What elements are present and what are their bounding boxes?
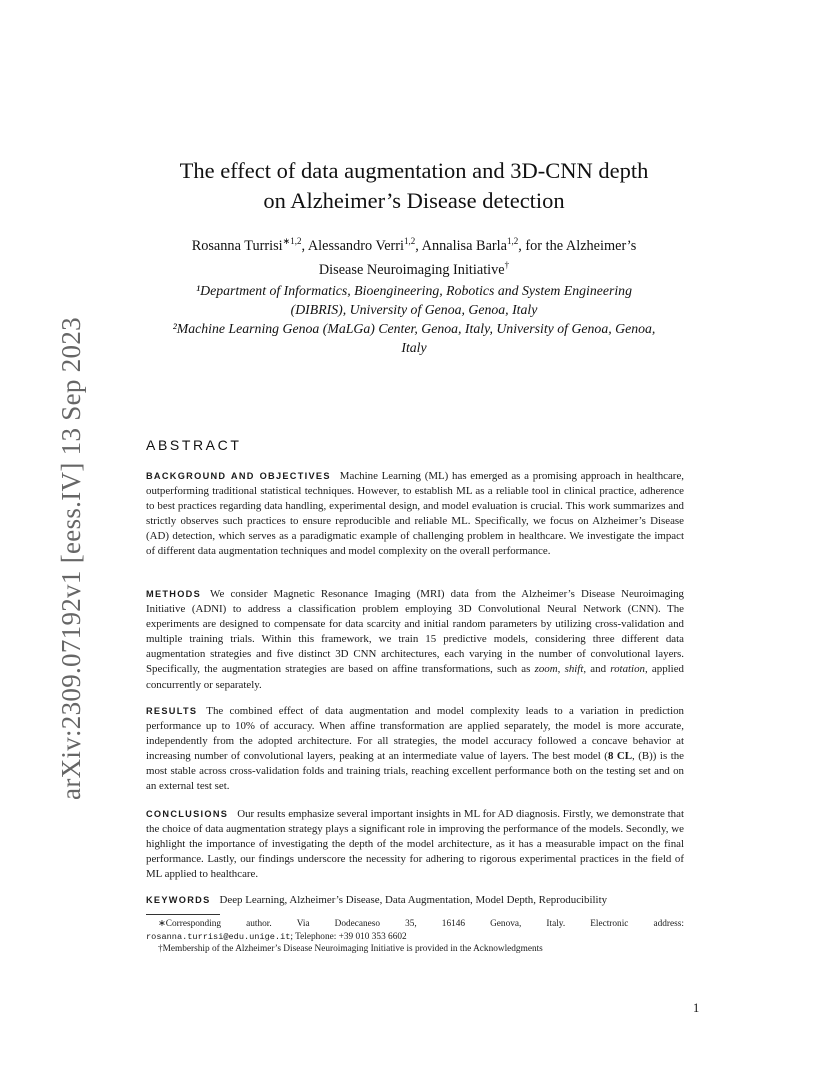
keywords-paragraph bbox=[146, 893, 684, 908]
abstract-background-paragraph bbox=[146, 469, 684, 560]
abstract-methods-paragraph bbox=[146, 587, 684, 693]
title-line-1: The effect of data augmentation and 3D-CNN depth bbox=[179, 158, 649, 183]
affiliation-2-line-1: ²Machine Learning Genoa (MaLGa) Center, Genoa, Italy, University of Genoa, Genoa, bbox=[172, 321, 656, 336]
fn1-word: Genova, bbox=[490, 919, 522, 929]
corresponding-email: rosanna.turrisi@edu.unige.it bbox=[146, 931, 291, 942]
fn1-word: ∗Corresponding bbox=[158, 919, 222, 929]
affiliation-1-line-1: ¹Department of Informatics, Bioengineering, Robotics and System Engineering bbox=[196, 283, 632, 298]
abstract-heading: ABSTRACT bbox=[146, 437, 242, 453]
corresponding-phone: ; Telephone: +39 010 353 6602 bbox=[290, 931, 407, 942]
arxiv-identifier-text: arXiv:2309.07192v1 [eess.IV] 13 Sep 2023 bbox=[55, 316, 86, 800]
results-text-b: , (B)) is the most stable across cross-validation folds and training trials, reaching excellent performance both on the testing set and on an external test set. bbox=[146, 750, 685, 793]
author-3-sup: 1,2 bbox=[507, 236, 519, 246]
paper-title bbox=[120, 156, 708, 216]
footnote-corresponding-author bbox=[146, 918, 684, 943]
affiliation-2-line-2: Italy bbox=[401, 340, 427, 355]
background-text: Machine Learning (ML) has emerged as a promising approach in healthcare, outperforming traditional statistical techniques. However, to establish ML as a reliable tool in clinical practice, adherence to best practices regarding data handling, experimental design, and model evaluation is crucial. This work summarizes and strictly observes such practices to ensure reproducible and reliable ML. Specifically, we focus on Alzheimer’s Disease (AD) detection, which serves as a paradigmatic example of challenging problem in healthcare. We investigate the impact of different data augmentation techniques and model complexity on the overall performance. bbox=[146, 470, 684, 558]
results-text-a: The combined effect of data augmentation and model complexity leads to a variation in prediction performance up to 10% of accuracy. When affine transformation are applied separately, the model is more accurate, independently from the adopted architecture. For all strategies, the model accuracy followed a concave behavior at increasing number of convolutional layers, peaking at an intermediate value of layers. The best model ( bbox=[146, 705, 684, 763]
methods-shift: shift bbox=[564, 663, 584, 676]
title-line-2: on Alzheimer’s Disease detection bbox=[263, 188, 565, 213]
methods-label: METHODS bbox=[146, 589, 202, 599]
methods-sep-1: , bbox=[557, 663, 565, 676]
footnote-rule bbox=[146, 914, 220, 915]
conclusions-text: Our results emphasize several important insights in ML for AD diagnosis. Firstly, we demonstrate that the choice of data augmentation strategy plays a significant role in improving the performance of the models. Secondly, we highlight the importance of investigating the depth of the model architecture, as it has a measurable impact on the final performance. Lastly, our findings underscore the necessity for adhering to rigorous experimental practices in the field of ML applied to healthcare. bbox=[146, 808, 684, 881]
author-3: , Annalisa Barla bbox=[415, 237, 507, 254]
author-1-sup: ∗1,2 bbox=[282, 236, 302, 246]
page-number: 1 bbox=[693, 1001, 700, 1015]
footnote-1-line-2 bbox=[146, 931, 684, 944]
author-2-sup: 1,2 bbox=[404, 236, 416, 246]
fn1-word: 35, bbox=[405, 919, 417, 929]
author-2: , Alessandro Verri bbox=[301, 237, 405, 254]
arxiv-identifier-sidebar bbox=[48, 318, 94, 798]
fn1-word: Electronic bbox=[590, 919, 629, 929]
fn1-word: Via bbox=[296, 919, 310, 929]
fn1-word: Italy. bbox=[546, 919, 566, 929]
affiliation-1-line-2: (DIBRIS), University of Genoa, Genoa, Italy bbox=[290, 302, 538, 317]
author-line-2-sup: † bbox=[504, 259, 510, 270]
methods-text-a: We consider Magnetic Resonance Imaging (MRI) data from the Alzheimer’s Disease Neuroimaging Initiative (ADNI) to address a classification problem employing 3D Convolutional Neural Network (CNN). The experiments are designed to compensate for data scarcity and initial random parameters by utilizing cross-validation and multiple training trials. Within this framework, we train 15 predictive models, considering three different data augmentation strategies and five distinct 3D CNN architectures, each varying in the number of convolutional layers. Specifically, the augmentation strategies are based on affine transformations, such as bbox=[146, 588, 684, 676]
fn1-word: address: bbox=[653, 919, 684, 929]
abstract-results-paragraph bbox=[146, 704, 684, 795]
footnote-1-line-1 bbox=[146, 918, 684, 931]
fn1-word: author. bbox=[246, 919, 272, 929]
keywords-label: KEYWORDS bbox=[146, 895, 211, 905]
methods-rotation: rotation bbox=[610, 663, 645, 676]
author-4: , for the Alzheimer’s bbox=[518, 237, 637, 254]
results-best-model: 8 CL bbox=[607, 750, 633, 763]
author-line-2: Disease Neuroimaging Initiative bbox=[318, 261, 505, 278]
methods-text-b: , applied concurrently or separately. bbox=[146, 663, 684, 691]
background-label: BACKGROUND AND OBJECTIVES bbox=[146, 471, 331, 481]
methods-sep-2: , and bbox=[583, 663, 611, 676]
abstract-conclusions-paragraph bbox=[146, 807, 684, 882]
fn1-word: 16146 bbox=[441, 919, 466, 929]
author-1: Rosanna Turrisi bbox=[191, 237, 283, 254]
keywords-text: Deep Learning, Alzheimer’s Disease, Data Augmentation, Model Depth, Reproducibility bbox=[219, 894, 608, 906]
fn1-word: Dodecaneso bbox=[334, 919, 381, 929]
conclusions-label: CONCLUSIONS bbox=[146, 809, 229, 819]
footnote-adni-membership: †Membership of the Alzheimer’s Disease Neuroimaging Initiative is provided in the Acknowledgments bbox=[158, 944, 543, 954]
affiliations bbox=[130, 281, 698, 357]
author-list bbox=[130, 232, 698, 280]
methods-zoom: zoom bbox=[534, 663, 558, 676]
results-label: RESULTS bbox=[146, 706, 198, 716]
